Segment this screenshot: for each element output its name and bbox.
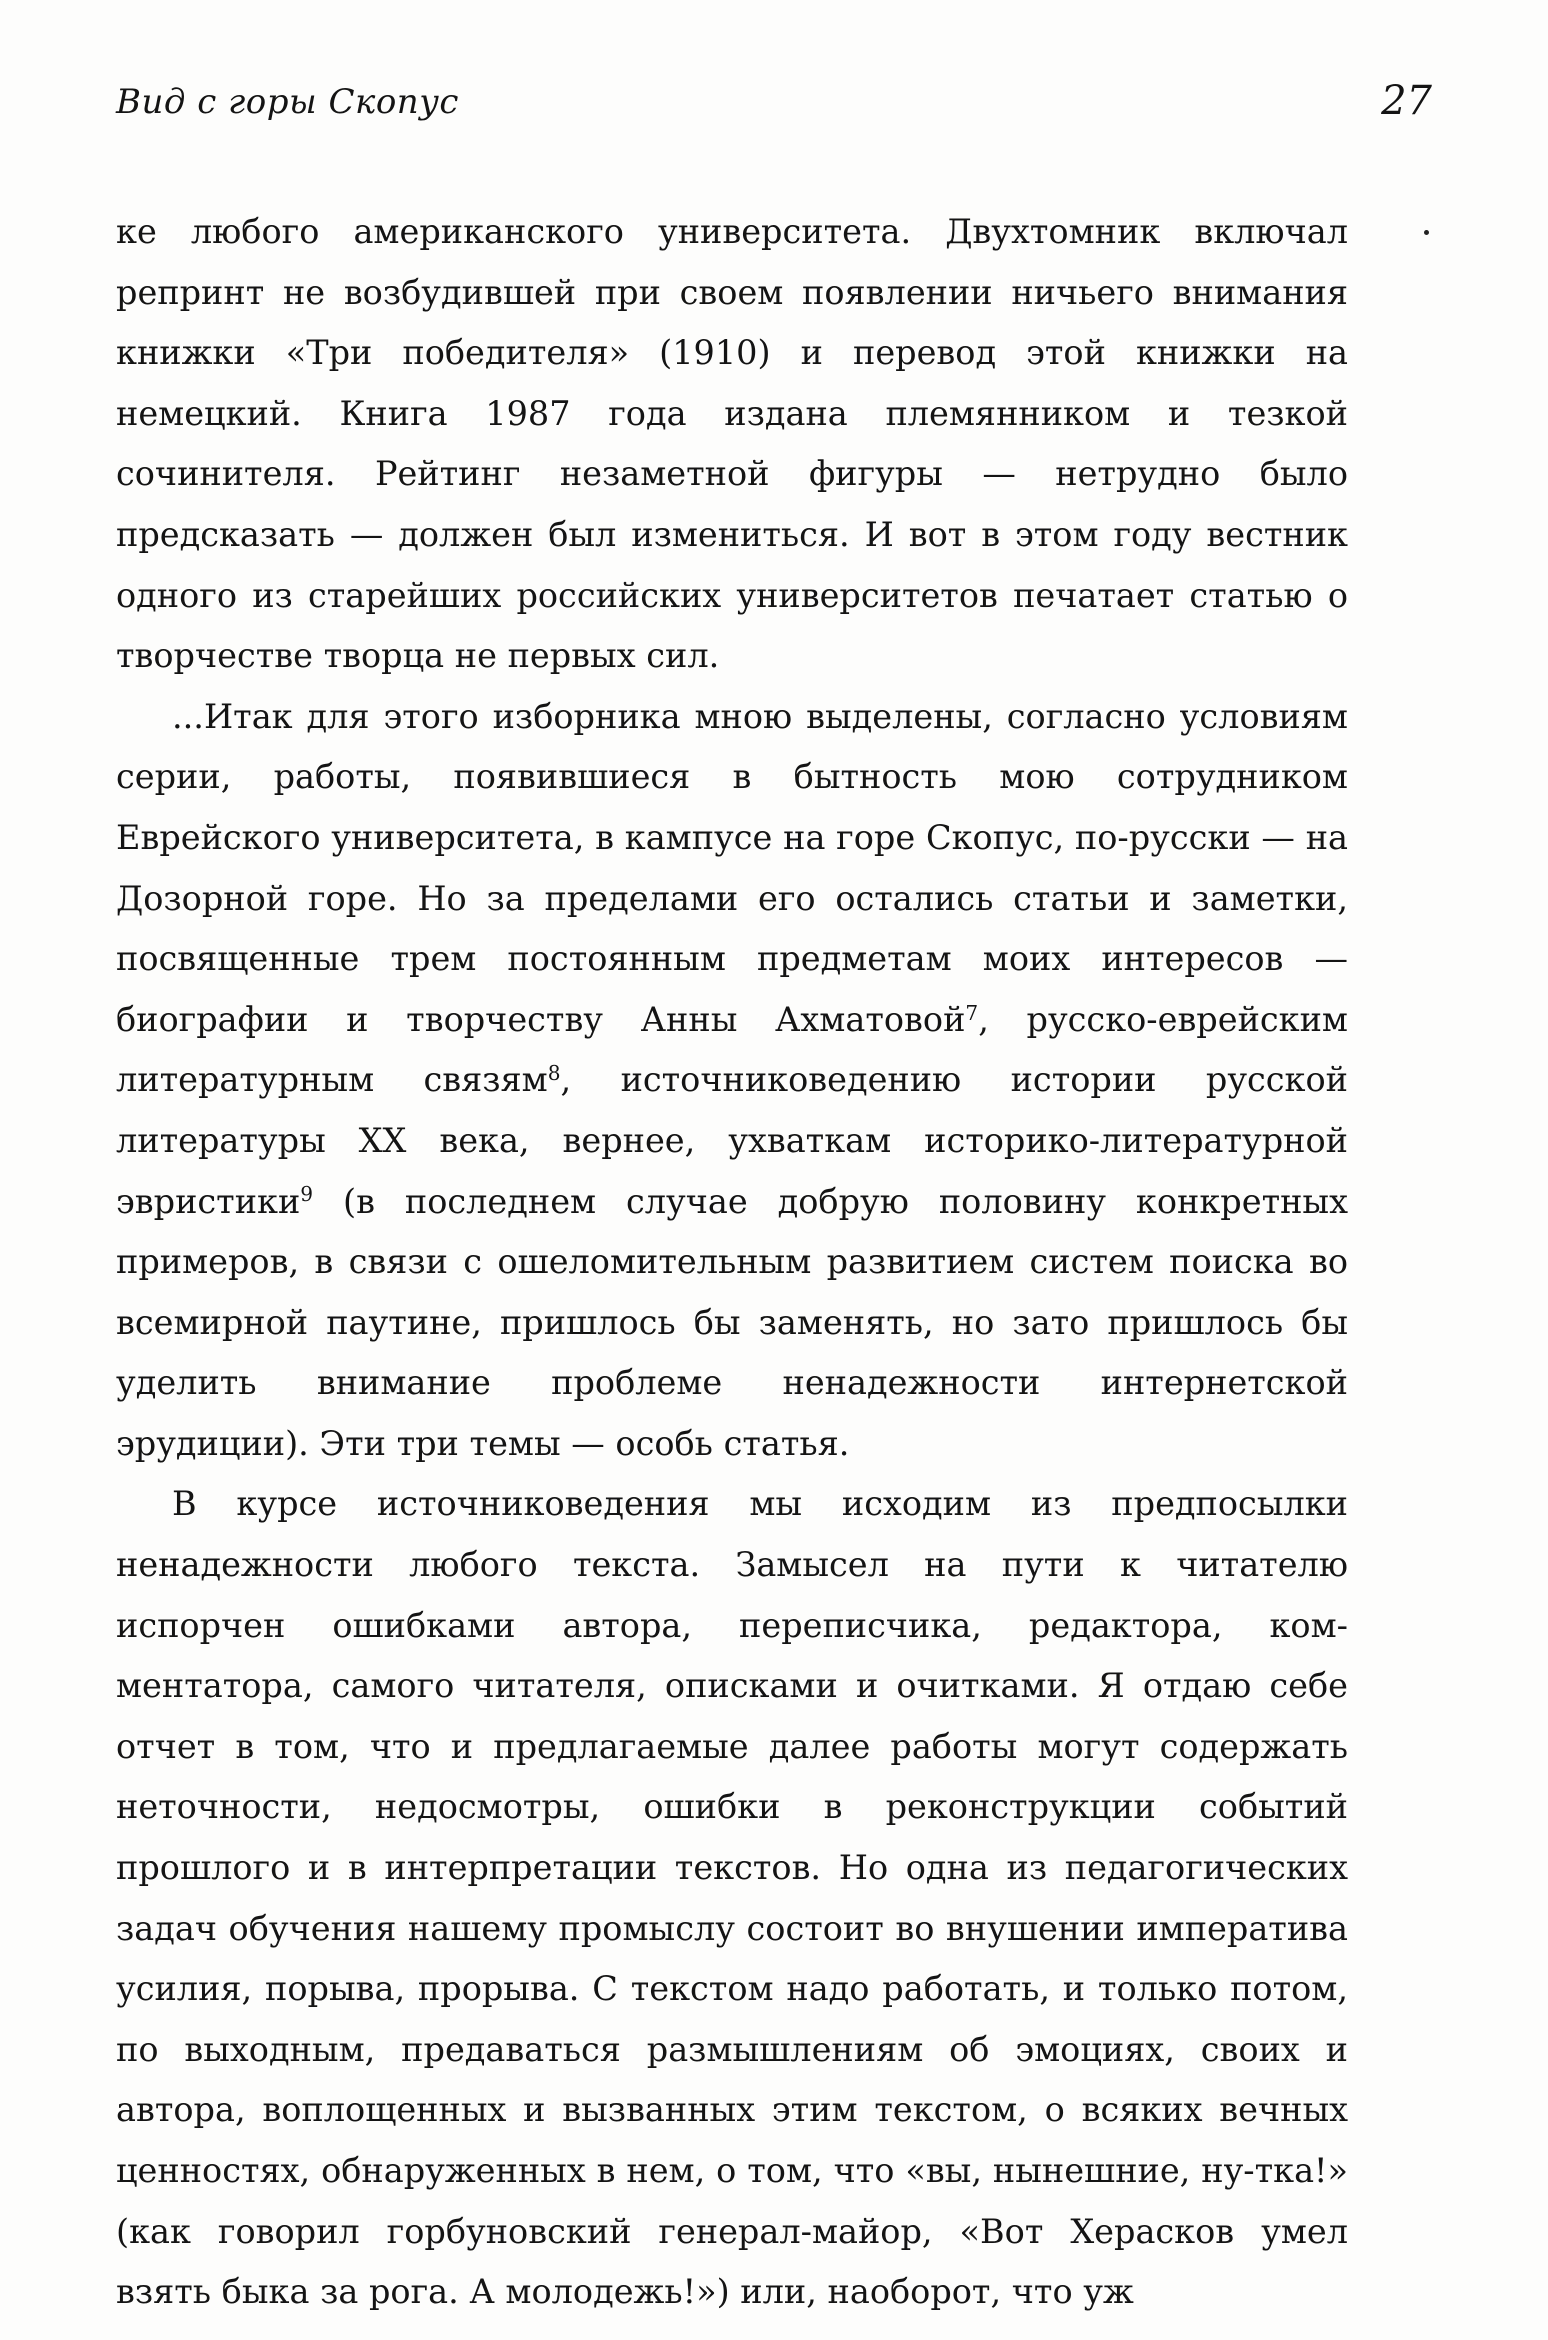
footnote-marker: 8 — [547, 1061, 561, 1086]
text-segment: ке любого американского университета. Двухтомник включал репринт не возбудившей при своем появлении ничьего внимания книжки «Три победителя» (1910) и перевод этой книжки на немецкий. Книга 1987 года издана племянником и тезкой сочинителя. Рейтинг незаметной фигуры — нетрудно было предсказать — должен был измениться. И вот в этом году вестник одного из старейших российских университетов печатает статью о творчестве творца не первых сил. — [116, 212, 1348, 676]
page-number: 27 — [1381, 78, 1432, 124]
text-segment: , источниковедению истории русской литературы XX века, вернее, ухваткам историко-литературной эвристики — [116, 1060, 1348, 1221]
text-segment: (в последнем случае добрую половину конкретных примеров, в связи с ошеломительным развитием систем поиска во всемирной паутине, пришлось бы заменять, но зато пришлось бы уделить внимание проблеме ненадежности интернетской эрудиции). Эти три темы — особь статья. — [116, 1181, 1348, 1463]
body-text — [116, 202, 1348, 2323]
footnote-marker: 9 — [300, 1182, 314, 1207]
text-segment: ...Итак для этого изборника мною выделены, согласно условиям серии, работы, появившиеся в бытность мою сотрудником Еврейского университета, в кампусе на горе Скопус, по-русски — на Дозорной горе. Но за пределами его остались статьи и заметки, посвященные трем постоянным предметам моих интересов — биографии и творчеству Анны Ахматовой — [116, 696, 1348, 1039]
stray-dot-mark — [1424, 230, 1429, 235]
paragraph-2 — [116, 687, 1348, 1475]
paragraph-3 — [116, 1474, 1348, 2322]
text-segment: В курсе источниковедения мы исходим из предпосылки ненадежности любого текста. Замысел на пути к читателю испорчен ошибками автора, переписчика, редактора, комментатора, самого читателя, описками и очитками. Я отдаю себе отчет в том, что и предлагаемые далее работы могут содержать неточности, недосмотры, ошибки в реконструкции событий прошлого и в интерпретации текстов. Но одна из педагогических задач обучения нашему промыслу состоит во внушении императива усилия, порыва, прорыва. С текстом надо работать, и только потом, по выходным, предаваться размышлениям об эмоциях, своих и автора, воплощенных и вызванных этим текстом, о всяких вечных ценностях, обнаруженных в нем, о том, что «вы, нынешние, ну-тка!» (как говорил горбуновский генерал-майор, «Вот Херасков умел взять быка за рога. А молодежь!») или, наоборот, что уж — [116, 1484, 1348, 2312]
footnote-marker: 7 — [965, 1000, 979, 1025]
text-segment: , русско-еврейским литературным связям — [116, 999, 1348, 1100]
paragraph-1 — [116, 202, 1348, 687]
running-head-title: Вид с горы Скопус — [116, 82, 459, 122]
